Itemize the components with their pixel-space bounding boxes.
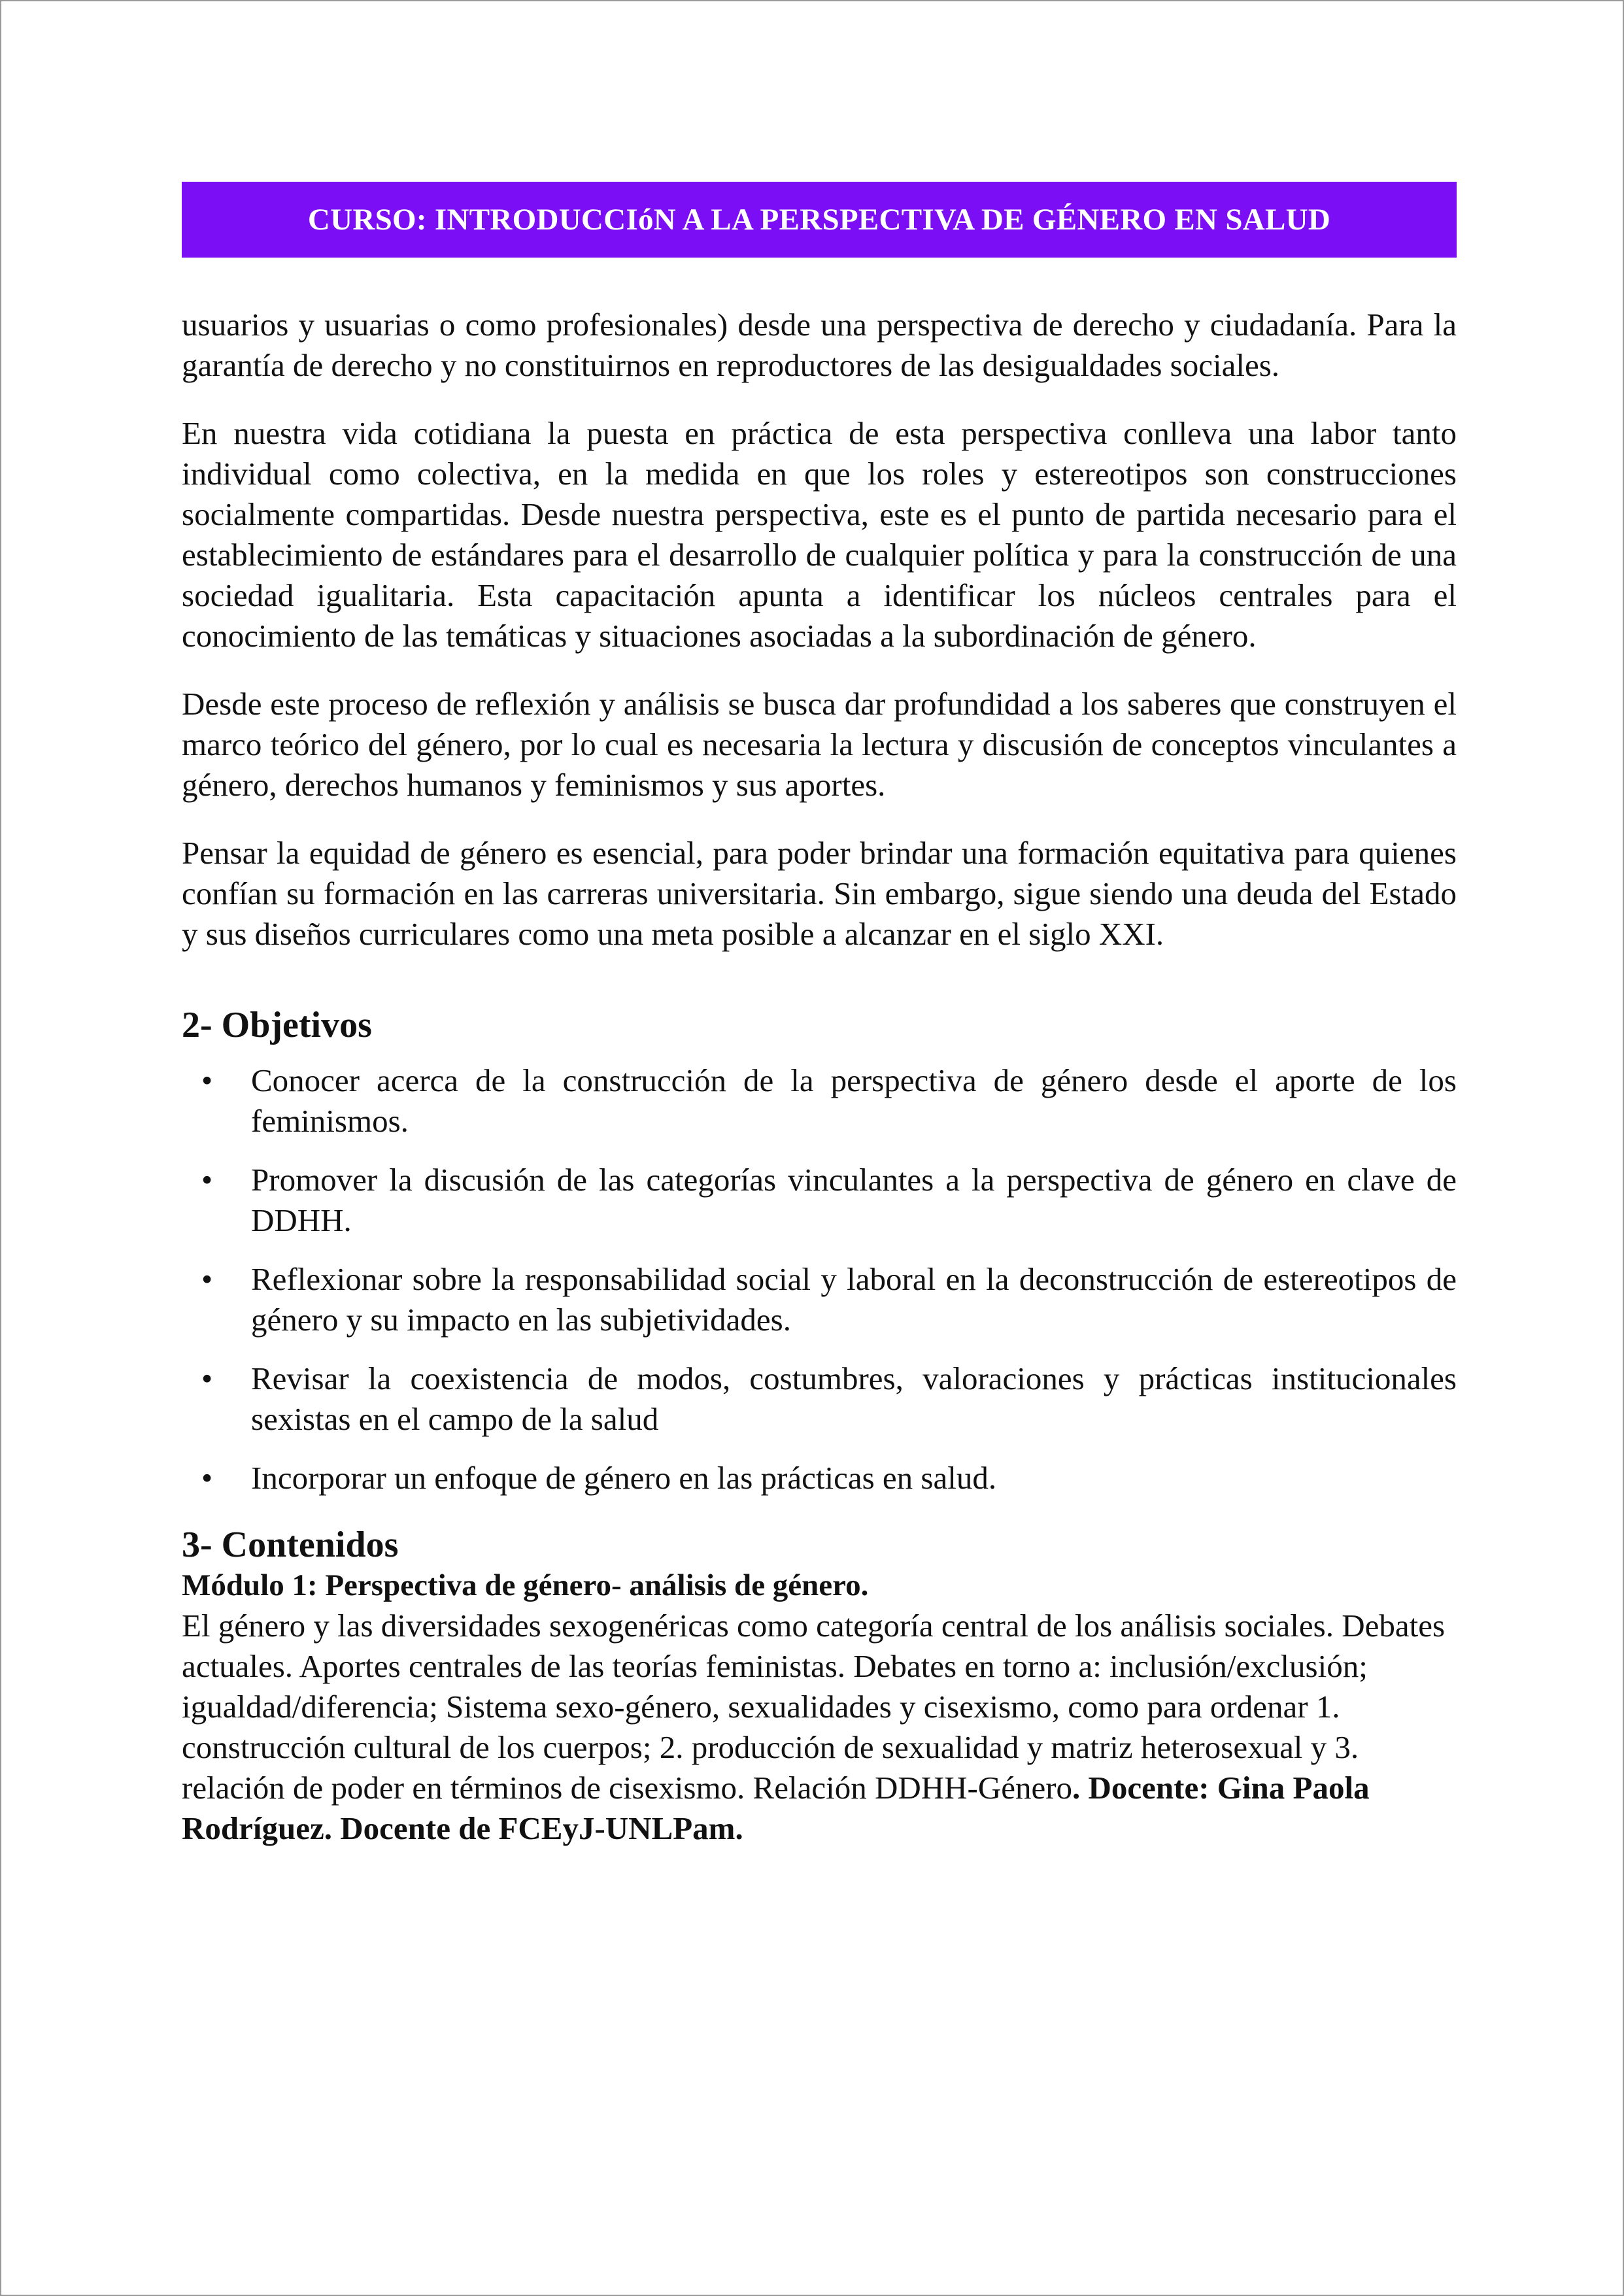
objetivos-heading: 2- Objetivos <box>182 1005 372 1045</box>
course-title: CURSO: INTRODUCCIóN A LA PERSPECTIVA DE GÉNERO EN SALUD <box>307 203 1331 237</box>
module-1-title: Módulo 1: Perspectiva de género- análisis de género. <box>182 1568 869 1602</box>
bullet-icon: • <box>201 1460 213 1496</box>
intro-paragraph-3: Desde este proceso de reflexión y análisis se busca dar profundidad a los saberes que construyen el marco teórico del género, por lo cual es necesaria la lectura y discusión de conceptos vinculantes a género, derechos humanos y feminismos y sus aportes. <box>182 686 1457 803</box>
objetivo-item <box>182 1359 1457 1440</box>
bullet-icon: • <box>201 1360 213 1396</box>
objetivo-text: Incorporar un enfoque de género en las prácticas en salud. <box>251 1460 997 1496</box>
intro-paragraph-4: Pensar la equidad de género es esencial, para poder brindar una formación equitativa para quienes confían su formación en las carreras universitaria. Sin embargo, sigue siendo una deuda del Estado y sus diseños curriculares como una meta posible a alcanzar en el siglo XXI. <box>182 835 1457 952</box>
intro-paragraph-1: usuarios y usuarias o como profesionales) desde una perspectiva de derecho y ciudadanía. Para la garantía de derecho y no constituirnos en reproductores de las desigualdades sociales. <box>182 307 1457 383</box>
bullet-icon: • <box>201 1062 213 1098</box>
bullet-icon: • <box>201 1162 213 1198</box>
objetivo-item <box>182 1458 1457 1498</box>
objetivo-item <box>182 1259 1457 1340</box>
objetivo-item <box>182 1160 1457 1241</box>
module-1-body: El género y las diversidades sexogenéricas como categoría central de los análisis sociales. Debates actuales. Aportes centrales de las teorías feministas. Debates en torno a: inclusión/exclusión; igualdad/diferencia; Sistema sexo-género, sexualidades y cisexismo, como para ordenar 1. construcción cultural de los cuerpos; 2. producción de sexualidad y matriz heterosexual y 3. relación de poder en términos de cisexismo. Relación DDHH-Género <box>182 1608 1446 1806</box>
objetivo-item <box>182 1060 1457 1141</box>
objetivo-text: Reflexionar sobre la responsabilidad social y laboral en la deconstrucción de estereotipos de género y su impacto en las subjetividades. <box>251 1261 1457 1338</box>
intro-paragraph-2: En nuestra vida cotidiana la puesta en práctica de esta perspectiva conlleva una labor tanto individual como colectiva, en la medida en que los roles y estereotipos son construcciones socialmente compartidas. Desde nuestra perspectiva, este es el punto de partida necesario para el establecimiento de estándares para el desarrollo de cualquier política y para la construcción de una sociedad igualitaria. Esta capacitación apunta a identificar los núcleos centrales para el conocimiento de las temáticas y situaciones asociadas a la subordinación de género. <box>182 415 1457 654</box>
objetivo-text: Revisar la coexistencia de modos, costumbres, valoraciones y prácticas institucionales sexistas en el campo de la salud <box>251 1360 1457 1437</box>
objetivos-list <box>182 1060 1457 1498</box>
module-1-teacher-credit: . Docente: Gina Paola Rodríguez. Docente de FCEyJ-UNLPam. <box>182 1770 1370 1846</box>
course-title-banner <box>182 182 1457 258</box>
contenidos-heading: 3- Contenidos <box>182 1525 399 1565</box>
objetivo-text: Conocer acerca de la construcción de la perspectiva de género desde el aporte de los feminismos. <box>251 1062 1457 1139</box>
bullet-icon: • <box>201 1261 213 1297</box>
module-1-description <box>182 1606 1457 1849</box>
document-body <box>182 305 1457 1849</box>
objetivo-text: Promover la discusión de las categorías vinculantes a la perspectiva de género en clave de DDHH. <box>251 1162 1457 1238</box>
